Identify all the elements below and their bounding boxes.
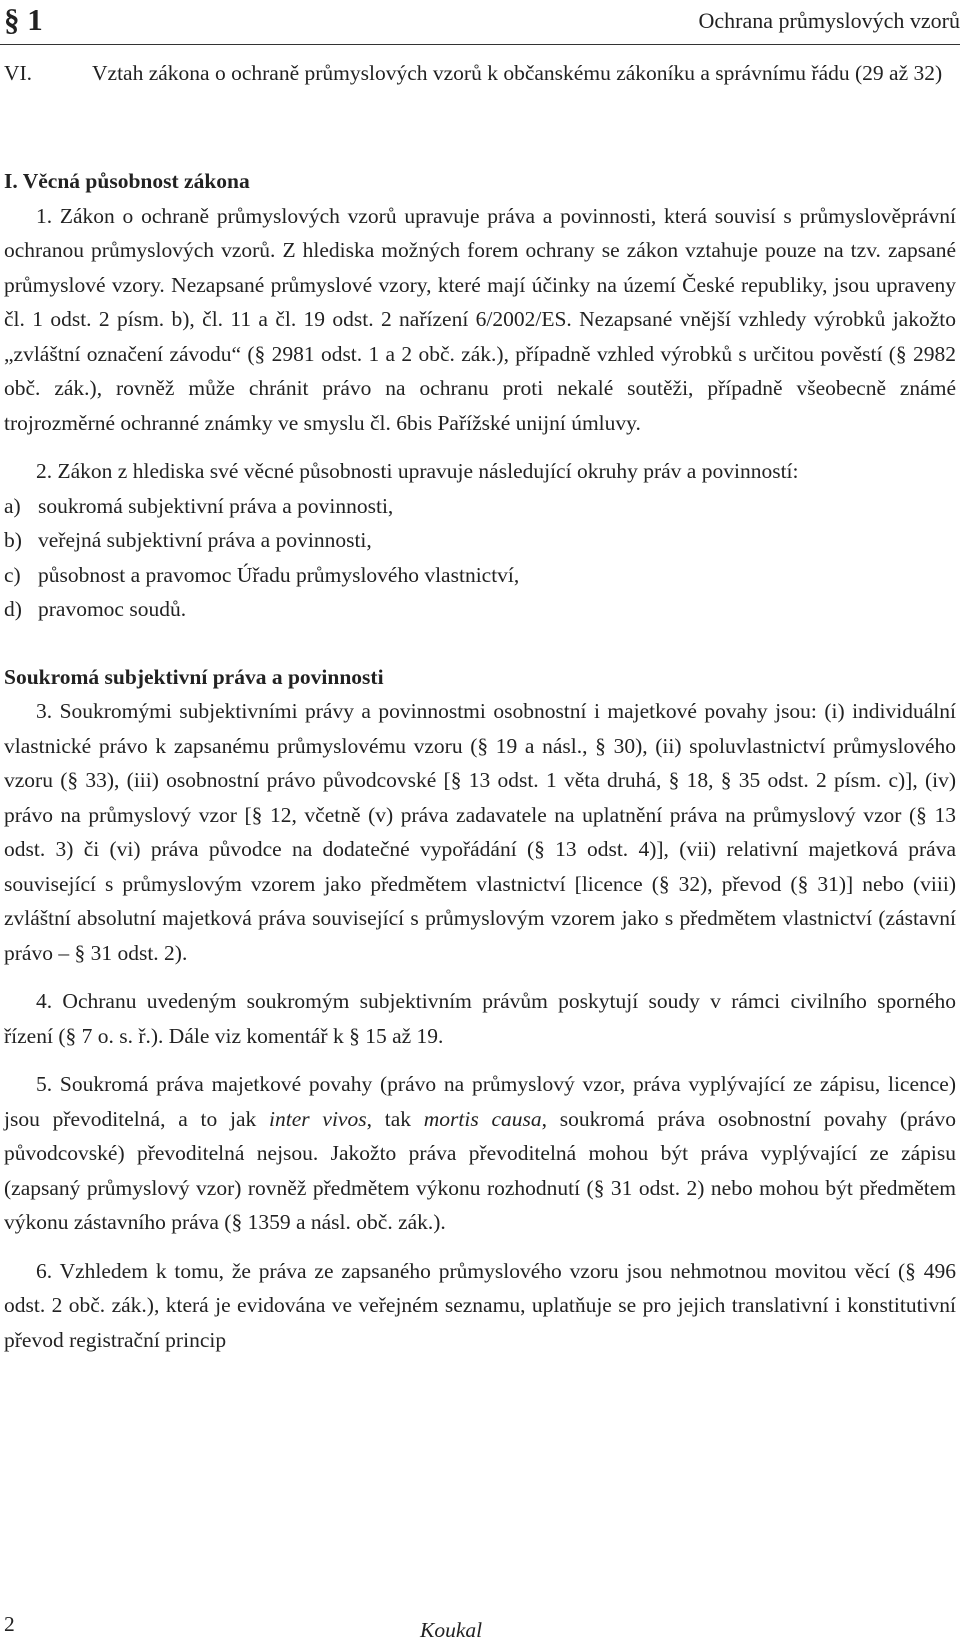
paragraph-4: 4. Ochranu uvedeným soukromým subjektivním právům poskytují soudy v rámci civilního sporného řízení (§ 7 o. s. ř.). Dále viz komentář k § 15 až 19. bbox=[4, 989, 956, 1048]
list-label: b) bbox=[4, 528, 22, 552]
list-item bbox=[4, 523, 956, 558]
term-mortis-causa: mortis causa bbox=[423, 1106, 542, 1131]
paragraph-2: 2. Zákon z hlediska své věcné působnosti upravuje následující okruhy práv a povinností: bbox=[36, 459, 799, 483]
page-footer bbox=[0, 1606, 960, 1646]
paragraph-3: 3. Soukromými subjektivními právy a povinnostmi osobnostní i majetkové povahy jsou: (i) individuální vlastnické právo k zapsanému průmyslovému vzoru (§ 19 a násl., § 30), (ii) spoluvlastnictví průmyslového vzoru (§ 33), (iii) osobnostní právo původcovské [§ 13 odst. 1 věta druhá, § 18, § 35 odst. 2 písm. c)], (iv) právo na průmyslový vzor [§ 12, včetně (v) práva zadavatele na uplatnění práva na průmyslový vzor (§ 13 odst. 3) či (vi) práva původce na dodatečné vypořádání (§ 13 odst. 4)], (vii) relativní majetková práva související s průmyslovým vzorem jako předmětem vlastnictví [licence (§ 32), převod (§ 31)] nebo (viii) zvláštní absolutní majetková práva související s průmyslovým vzorem jako s předmětem vlastnictví (zástavní právo – § 31 odst. 2). bbox=[4, 699, 956, 965]
body-text bbox=[4, 164, 956, 1357]
paragraph-5 bbox=[4, 1067, 956, 1240]
section-number: § 1 bbox=[4, 2, 43, 37]
part-heading bbox=[4, 56, 954, 90]
heading-soukroma-prava: Soukromá subjektivní práva a povinnosti bbox=[4, 664, 384, 689]
running-title: Ochrana průmyslových vzorů bbox=[698, 8, 960, 33]
list-item bbox=[4, 592, 956, 627]
paragraph-5-text-a: 5. Soukromá práva majetkové povahy (právo na průmyslový vzor, práva vyplývající ze zápisu, licence) jsou převoditelná, a to jak bbox=[4, 1072, 956, 1131]
paragraph-5-text-b: , tak bbox=[366, 1106, 424, 1131]
part-number: VI. bbox=[4, 61, 33, 85]
paragraph-1: 1. Zákon o ochraně průmyslových vzorů upravuje práva a povinnosti, která souvisí s průmyslověprávní ochranou průmyslových vzorů. Z hlediska možných forem ochrany se zákon vztahuje pouze na tzv. zapsané průmyslové vzory. Nezapsané průmyslové vzory, které mají účinky na území České republiky, jsou upraveny čl. 1 odst. 2 písm. b), čl. 11 a čl. 19 odst. 2 nařízení 6/2002/ES. Nezapsané vnější vzhledy výrobků jakožto „zvláštní označení závodu“ (§ 2981 odst. 1 a 2 obč. zák.), případně vzhled výrobků s určitou pověstí (§ 2982 obč. zák.), rovněž může chránit právo na ochranu proti nekalé soutěži, případně všeobecně známé trojrozměrné ochranné známky ve smyslu čl. 6bis Pařížské unijní úmluvy. bbox=[4, 203, 956, 435]
page-header bbox=[0, 0, 960, 45]
paragraph-6: 6. Vzhledem k tomu, že práva ze zapsaného průmyslového vzoru jsou nehmotnou movitou věcí (§ 496 odst. 2 obč. zák.), která je evidována ve veřejném seznamu, uplatňuje se pro jejich translativní i konstitutivní převod registrační princip bbox=[4, 1258, 956, 1352]
paragraph-5-text-c: , soukromá práva osobnostní povahy (právo původcovské) převoditelná nejsou. Jakožto práva převoditelná mohou být práva vyplývající ze zápisu (zapsaný průmyslový vzor) rovněž předmětem výkonu rozhodnutí (§ 31 odst. 2) nebo mohou být předmětem výkonu zástavního práva (§ 1359 a násl. obč. zák.). bbox=[4, 1106, 956, 1234]
list-item bbox=[4, 489, 956, 524]
part-title: Vztah zákona o ochraně průmyslových vzorů k občanskému zákoníku a správnímu řádu (29 až 32) bbox=[92, 61, 943, 85]
list-text: pravomoc soudů. bbox=[38, 597, 187, 621]
list-text: veřejná subjektivní práva a povinnosti, bbox=[38, 528, 372, 552]
list-label: c) bbox=[4, 562, 21, 587]
page-number: 2 bbox=[4, 1612, 15, 1636]
heading-vecna-pusobnost: I. Věcná působnost zákona bbox=[4, 169, 250, 193]
list-text: soukromá subjektivní práva a povinnosti, bbox=[38, 493, 394, 518]
list-text: působnost a pravomoc Úřadu průmyslového vlastnictví, bbox=[38, 562, 520, 587]
term-inter-vivos: inter vivos bbox=[269, 1106, 367, 1131]
author-name: Koukal bbox=[420, 1618, 483, 1642]
scope-list bbox=[4, 489, 956, 627]
list-label: d) bbox=[4, 597, 22, 621]
list-label: a) bbox=[4, 493, 21, 518]
list-item bbox=[4, 558, 956, 593]
